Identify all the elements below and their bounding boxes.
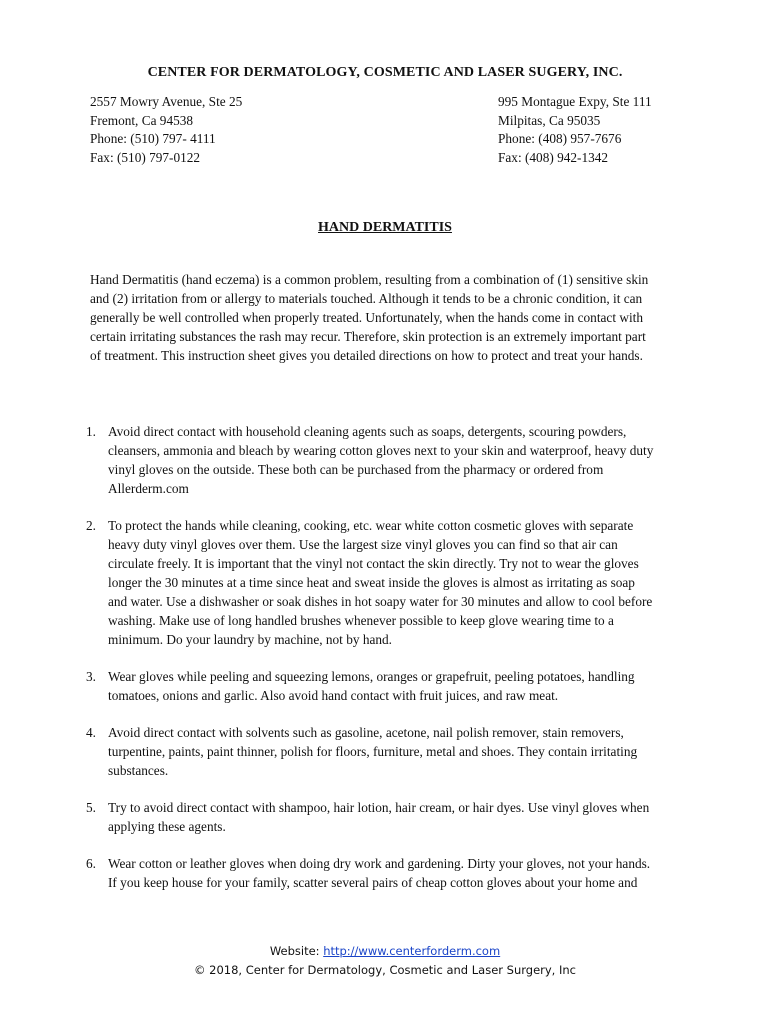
list-line: and water. Use a dishwasher or soak dishes in hot soapy water for 30 minutes and allow to cool before <box>108 594 653 609</box>
list-line: heavy duty vinyl gloves over them. Use the largest size vinyl gloves you can find so that air can <box>108 537 618 552</box>
list-line: Avoid direct contact with solvents such as gasoline, acetone, nail polish remover, stain removers, <box>108 725 624 740</box>
list-line: cleansers, ammonia and bleach by wearing cotton gloves next to your skin and waterproof, heavy duty <box>108 443 654 458</box>
address-line: 2557 Mowry Avenue, Ste 25 <box>90 94 243 109</box>
list-number: 5. <box>86 800 96 815</box>
list-line: Allerderm.com <box>108 481 189 496</box>
website-link[interactable]: http://www.centerforderm.com <box>323 944 501 958</box>
intro-line: and (2) irritation from or allergy to materials touched. Although it tends to be a chronic condition, it can <box>90 291 643 306</box>
list-line: If you keep house for your family, scatter several pairs of cheap cotton gloves about your home and <box>108 875 638 890</box>
list-line: washing. Make use of long handled brushes whenever possible to keep glove wearing time to a <box>108 613 614 628</box>
list-line: minimum. Do your laundry by machine, not by hand. <box>108 632 392 647</box>
practice-title: CENTER FOR DERMATOLOGY, COSMETIC AND LASER SUGERY, INC. <box>147 65 623 80</box>
address-fax: Fax: (408) 942-1342 <box>498 149 609 165</box>
address-fax: Fax: (510) 797-0122 <box>90 149 201 165</box>
list-line: turpentine, paints, paint thinner, polish for floors, furniture, metal and shoes. They contain irritating <box>108 744 638 759</box>
list-number: 2. <box>86 518 96 533</box>
page-footer <box>0 942 770 980</box>
document-heading: HAND DERMATITIS <box>318 220 452 235</box>
list-line: Wear cotton or leather gloves when doing dry work and gardening. Dirty your gloves, not your hands. <box>108 856 651 871</box>
list-line: To protect the hands while cleaning, cooking, etc. wear white cotton cosmetic gloves with separate <box>108 518 634 533</box>
intro-line: certain irritating substances the rash may recur. Therefore, skin protection is an extremely important part <box>90 329 646 344</box>
website-line <box>0 942 770 961</box>
intro-line: Hand Dermatitis (hand eczema) is a common problem, resulting from a combination of (1) sensitive skin <box>90 272 649 287</box>
list-line: circulate freely. It is important that the vinyl not contact the skin directly. Try not to wear the gloves <box>108 556 639 571</box>
list-line: substances. <box>108 763 169 778</box>
website-label: Website: <box>269 944 324 958</box>
address-line: 995 Montague Expy, Ste 111 <box>498 94 652 109</box>
intro-line: of treatment. This instruction sheet gives you detailed directions on how to protect and treat your hands. <box>90 348 643 363</box>
list-number: 6. <box>86 856 96 871</box>
address-phone: Phone: (408) 957-7676 <box>498 131 622 146</box>
milpitas-address <box>498 93 652 167</box>
fremont-address <box>90 93 242 167</box>
list-line: longer the 30 minutes at a time since heat and sweat inside the gloves is almost as irritating as soap <box>108 575 635 590</box>
address-city: Fremont, Ca 94538 <box>90 112 194 128</box>
list-line: Avoid direct contact with household cleaning agents such as soaps, detergents, scouring powders, <box>108 424 627 439</box>
list-number: 3. <box>86 669 96 684</box>
list-line: applying these agents. <box>108 819 226 834</box>
intro-line: generally be well controlled when properly treated. Unfortunately, when the hands come in contact with <box>90 310 643 325</box>
list-number: 4. <box>86 725 96 740</box>
list-line: Try to avoid direct contact with shampoo, hair lotion, hair cream, or hair dyes. Use vinyl gloves when <box>108 800 650 815</box>
copyright-text: © 2018, Center for Dermatology, Cosmetic and Laser Surgery, Inc <box>193 963 576 977</box>
address-phone: Phone: (510) 797- 4111 <box>90 131 216 146</box>
address-city: Milpitas, Ca 95035 <box>498 112 601 128</box>
list-line: tomatoes, onions and garlic. Also avoid hand contact with fruit juices, and raw meat. <box>108 688 559 703</box>
list-number: 1. <box>86 424 96 439</box>
intro-paragraph <box>90 270 680 365</box>
list-line: vinyl gloves on the outside. These both can be purchased from the pharmacy or ordered from <box>108 462 604 477</box>
list-line: Wear gloves while peeling and squeezing lemons, oranges or grapefruit, peeling potatoes, handling <box>108 669 635 684</box>
